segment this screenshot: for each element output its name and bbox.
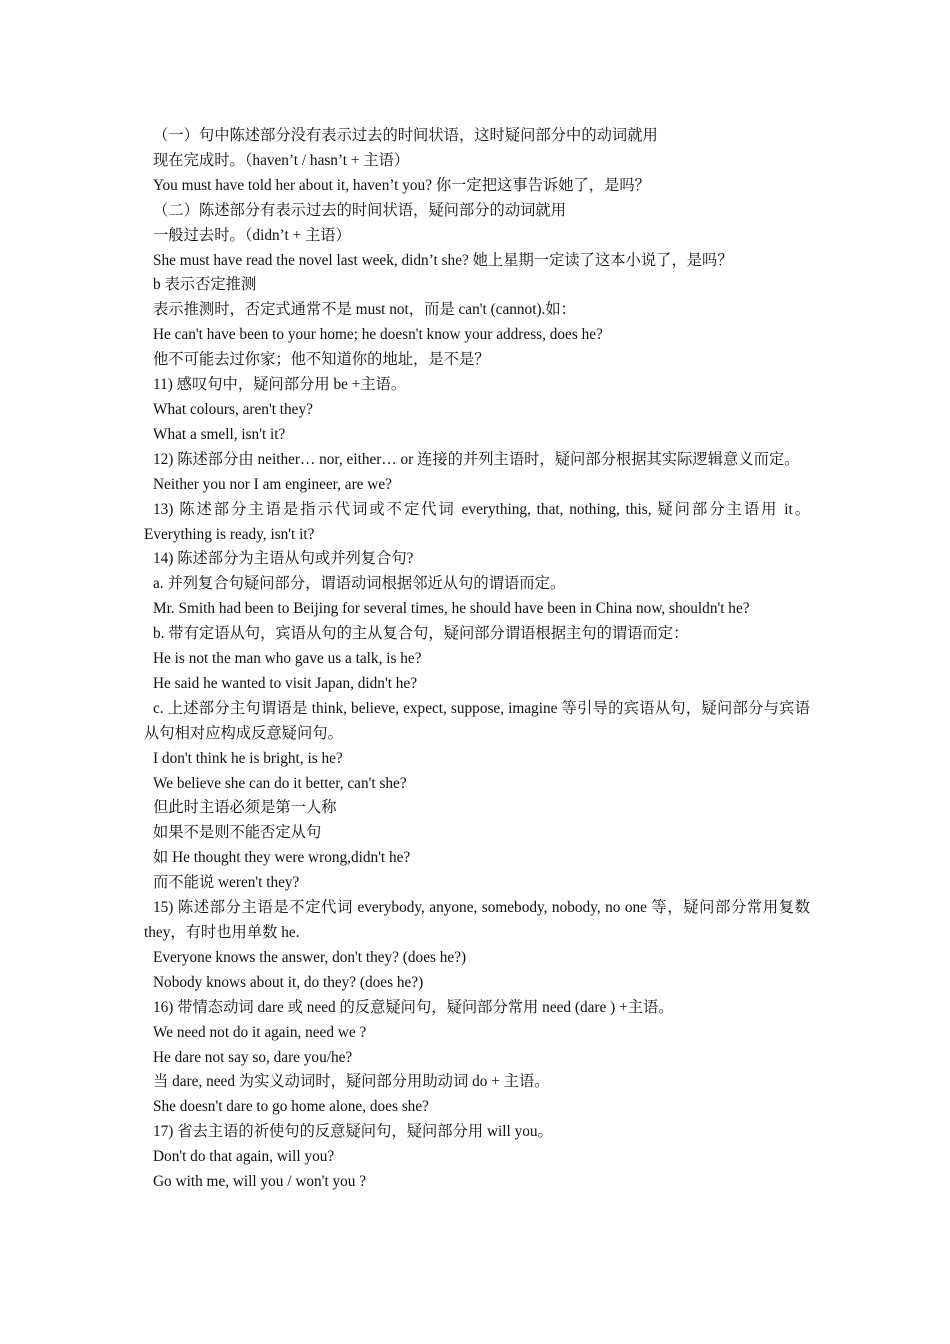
text-line: 一般过去时。（didn’t + 主语） (153, 226, 351, 244)
text-line: What a smell, isn't it? (153, 425, 286, 443)
text-line: 16) 带情态动词 dare 或 need 的反意疑问句，疑问部分常用 need (dare ) +主语。 (153, 998, 674, 1016)
text-line: What colours, aren't they? (153, 400, 313, 418)
text-line: 表示推测时，否定式通常不是 must not，而是 can't (cannot).如： (153, 301, 576, 319)
text-line: She must have read the novel last week, didn’t she? 她上星期一定读了这本小说了，是吗？ (153, 251, 733, 269)
text-line: He can't have been to your home; he doesn't know your address, does he? (153, 326, 603, 344)
text-line: Mr. Smith had been to Beijing for several times, he should have been in China now, shouldn't he? (153, 600, 750, 618)
text-line: 17) 省去主语的祈使句的反意疑问句，疑问部分用 will you。 (153, 1123, 553, 1141)
text-line: Nobody knows about it, do they? (does he?) (153, 973, 424, 991)
text-line: Go with me, will you / won't you ? (153, 1173, 367, 1191)
text-line: 而不能说 weren't they? (153, 874, 300, 892)
text-line: 12) 陈述部分由 neither… nor, either… or 连接的并列主语时，疑问部分根据其实际逻辑意义而定。 (153, 450, 800, 468)
text-line: 当 dare, need 为实义动词时，疑问部分用助动词 do + 主语。 (153, 1073, 550, 1091)
text-line: We believe she can do it better, can't she? (153, 774, 407, 792)
text-line: Neither you nor I am engineer, are we? (153, 475, 392, 493)
text-line: He said he wanted to visit Japan, didn't he? (153, 674, 418, 692)
text-line: He is not the man who gave us a talk, is he? (153, 650, 422, 668)
text-line: （二）陈述部分有表示过去的时间状语，疑问部分的动词就用 (153, 201, 567, 219)
text-line: She doesn't dare to go home alone, does she? (153, 1098, 429, 1116)
text-line: a. 并列复合句疑问部分，谓语动词根据邻近从句的谓语而定。 (153, 575, 566, 593)
text-line: c. 上述部分主句谓语是 think, believe, expect, suppose, imagine 等引导的宾语从句，疑问部分与宾语从句相对应构成反意疑问句。 (144, 699, 810, 742)
text-line: b. 带有定语从句，宾语从句的主从复合句，疑问部分谓语根据主句的谓语而定： (153, 625, 689, 643)
text-line: （一）句中陈述部分没有表示过去的时间状语，这时疑问部分中的动词就用 (153, 127, 658, 144)
text-line: He dare not say so, dare you/he? (153, 1048, 353, 1066)
text-line: Everyone knows the answer, don't they? (does he?) (153, 948, 467, 966)
text-line: 如果不是则不能否定从句 (153, 824, 322, 842)
text-line: 现在完成时。（haven’t / hasn’t + 主语） (153, 151, 410, 169)
document-body (144, 124, 810, 1195)
text-line: 他不可能去过你家；他不知道你的地址，是不是？ (153, 351, 490, 369)
text-line: Don't do that again, will you? (153, 1148, 335, 1166)
text-line: 但此时主语必须是第一人称 (153, 799, 337, 817)
text-line: You must have told her about it, haven’t you? 你一定把这事告诉她了，是吗？ (153, 176, 650, 194)
text-line: 15) 陈述部分主语是不定代词 everybody, anyone, somebody, nobody, no one 等，疑问部分常用复数 they，有时也用单数 he. (144, 899, 810, 941)
text-line: 11) 感叹句中，疑问部分用 be +主语。 (153, 376, 407, 394)
text-line: 13) 陈述部分主语是指示代词或不定代词 everything, that, nothing, this, 疑问部分主语用 it。Everything is ready, isn't it? (144, 500, 810, 543)
text-line: I don't think he is bright, is he? (153, 749, 343, 767)
text-line: 14) 陈述部分为主语从句或并列复合句? (153, 550, 414, 568)
text-line: b 表示否定推测 (153, 276, 257, 294)
text-line: 如 He thought they were wrong,didn't he? (153, 849, 411, 867)
text-line: We need not do it again, need we ? (153, 1023, 367, 1041)
